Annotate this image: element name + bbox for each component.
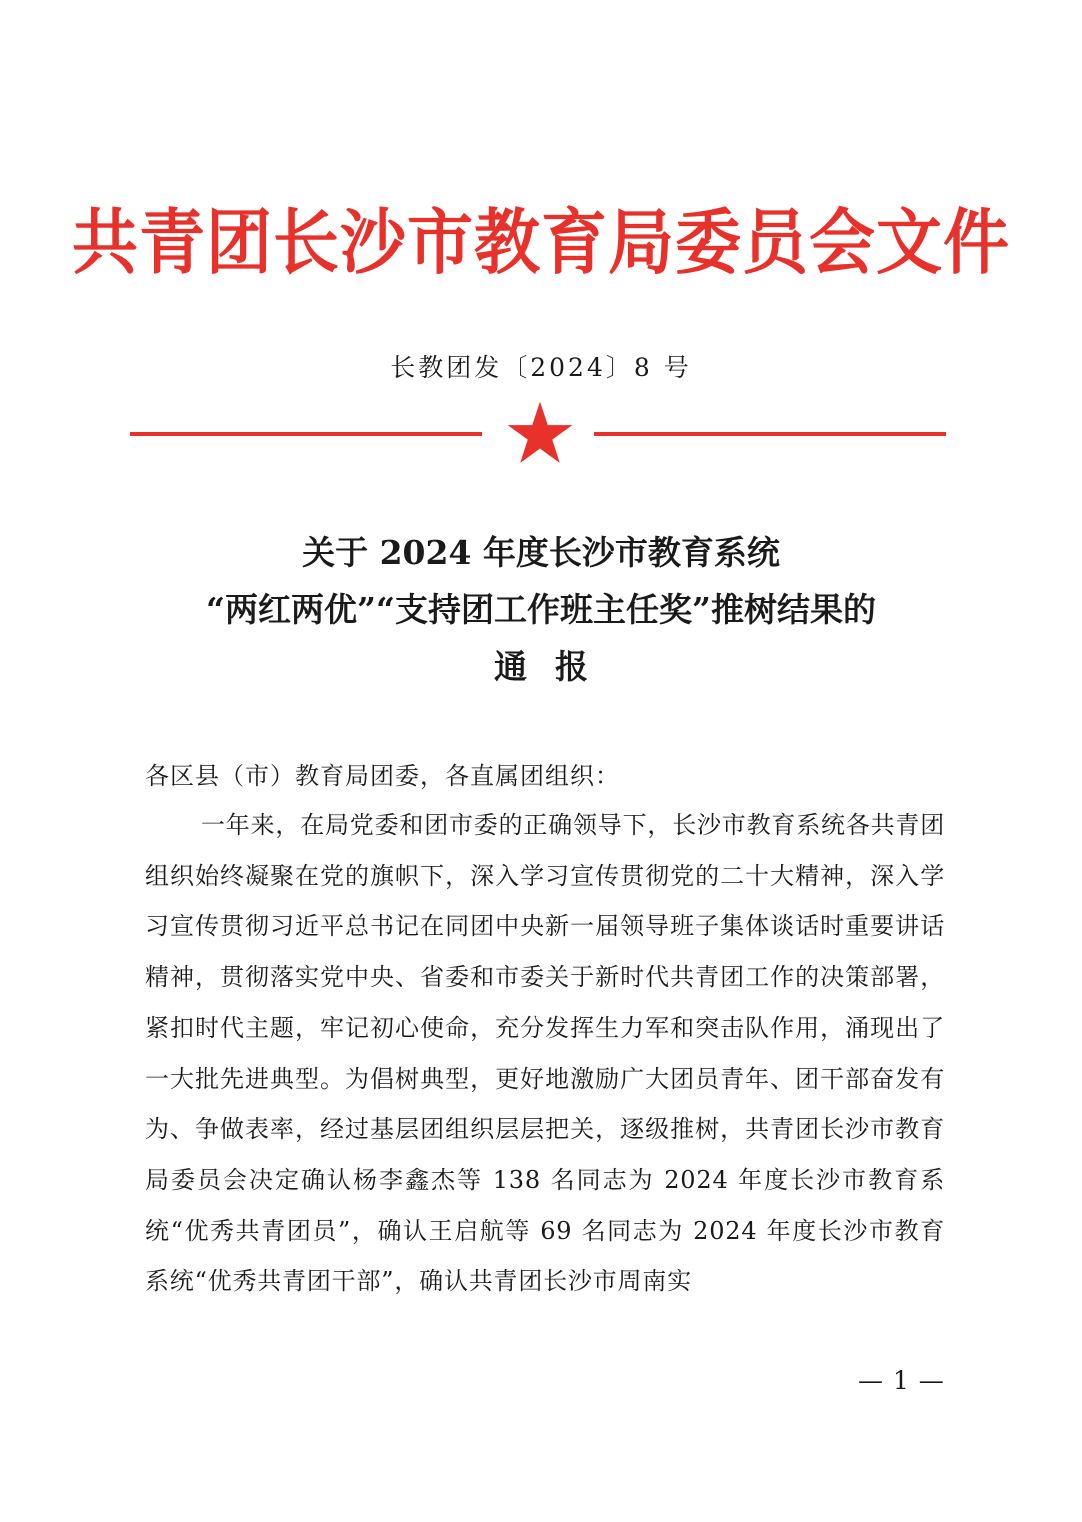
red-divider-right	[594, 432, 946, 436]
page-number: — 1 —	[858, 1366, 945, 1395]
salutation: 各区县（市）教育局团委，各直属团组织：	[145, 762, 620, 790]
notice-title-line-2: “两红两优”“支持团工作班主任奖”推树结果的	[206, 590, 876, 629]
red-star-icon	[507, 400, 573, 464]
document-issuer-title: 共青团长沙市教育局委员会文件	[72, 199, 1010, 285]
body-paragraph: 一年来，在局党委和团市委的正确领导下，长沙市教育系统各共青团组织始终凝聚在党的旗帜下，深入学习宣传贯彻党的二十大精神，深入学习宣传贯彻习近平总书记在同团中央新一届领导班子集体谈话时重要讲话精神，贯彻落实党中央、省委和市委关于新时代共青团工作的决策部署，紧扣时代主题，牢记初心使命，充分发挥生力军和突击队作用，涌现出了一大批先进典型。为倡树典型，更好地激励广大团员青年、团干部奋发有为、争做表率，经过基层团组织层层把关，逐级推树，共青团长沙市教育局委员会决定确认杨李鑫杰等 138 名同志为 2024 年度长沙市教育系统“优秀共青团员”，确认王启航等 69 名同志为 2024 年度长沙市教育系统“优秀共青团干部”，确认共青团长沙市周南实	[145, 811, 945, 1296]
notice-title-line-1: 关于 2024 年度长沙市教育系统	[302, 533, 780, 572]
red-divider-left	[130, 432, 482, 436]
document-number: 长教团发〔2024〕8 号	[390, 353, 692, 382]
notice-title-line-3: 通报	[494, 647, 616, 686]
